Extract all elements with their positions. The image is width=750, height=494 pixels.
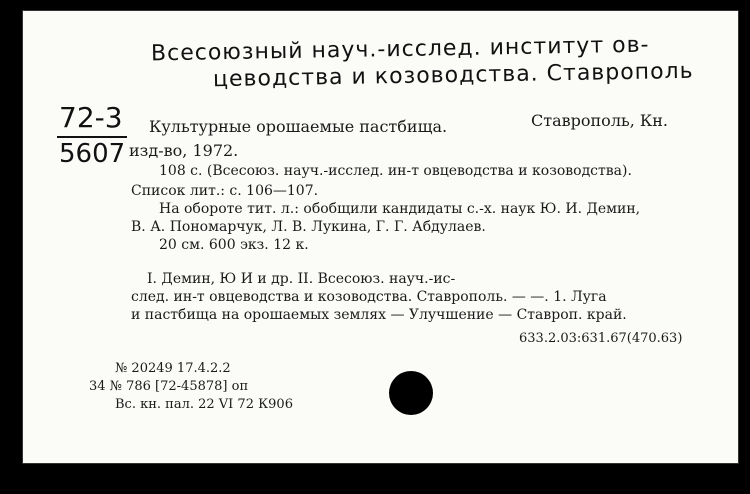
tracing-line3: и пастбища на орошаемых землях — Улучшение — Ставроп. край. bbox=[131, 307, 627, 323]
entry-place: Ставрополь, Кн. bbox=[531, 111, 668, 130]
classification-number: 633.2.03:631.67(470.63) bbox=[519, 331, 683, 346]
footer-line2: 34 № 786 [72-45878] оп bbox=[89, 379, 249, 394]
shelfmark-bottom: 5607 bbox=[59, 139, 126, 169]
tracing-line1: I. Демин, Ю И и др. II. Всесоюз. науч.-ис- bbox=[147, 271, 456, 287]
entry-bibliography: Список лит.: с. 106—107. bbox=[131, 183, 319, 199]
entry-verso-line2: В. А. Пономарчук, Л. В. Лукина, Г. Г. Абдулаев. bbox=[131, 219, 486, 235]
catalog-card bbox=[22, 10, 739, 464]
handwritten-heading-line2: цеводства и козоводства. Ставрополь bbox=[212, 58, 694, 93]
entry-pages: 108 с. (Всесоюз. науч.-исслед. ин-т овцеводства и козоводства). bbox=[159, 163, 632, 179]
card-punch-hole bbox=[389, 371, 433, 415]
shelfmark-divider bbox=[57, 136, 127, 138]
entry-format: 20 см. 600 экз. 12 к. bbox=[159, 237, 309, 253]
footer-line1: № 20249 17.4.2.2 bbox=[115, 361, 231, 376]
footer-line3: Вс. кн. пал. 22 VI 72 К906 bbox=[115, 397, 293, 412]
shelfmark-top: 72-3 bbox=[59, 101, 123, 134]
entry-publisher: изд-во, 1972. bbox=[129, 141, 239, 160]
tracing-line2: след. ин-т овцеводства и козоводства. Ставрополь. — —. 1. Луга bbox=[131, 289, 607, 305]
entry-verso-line1: На обороте тит. л.: обобщили кандидаты с.-х. наук Ю. И. Демин, bbox=[159, 201, 641, 217]
handwritten-heading-line1: Всесоюзный науч.-исслед. институт ов- bbox=[150, 32, 650, 67]
entry-title: Культурные орошаемые пастбища. bbox=[149, 117, 448, 136]
